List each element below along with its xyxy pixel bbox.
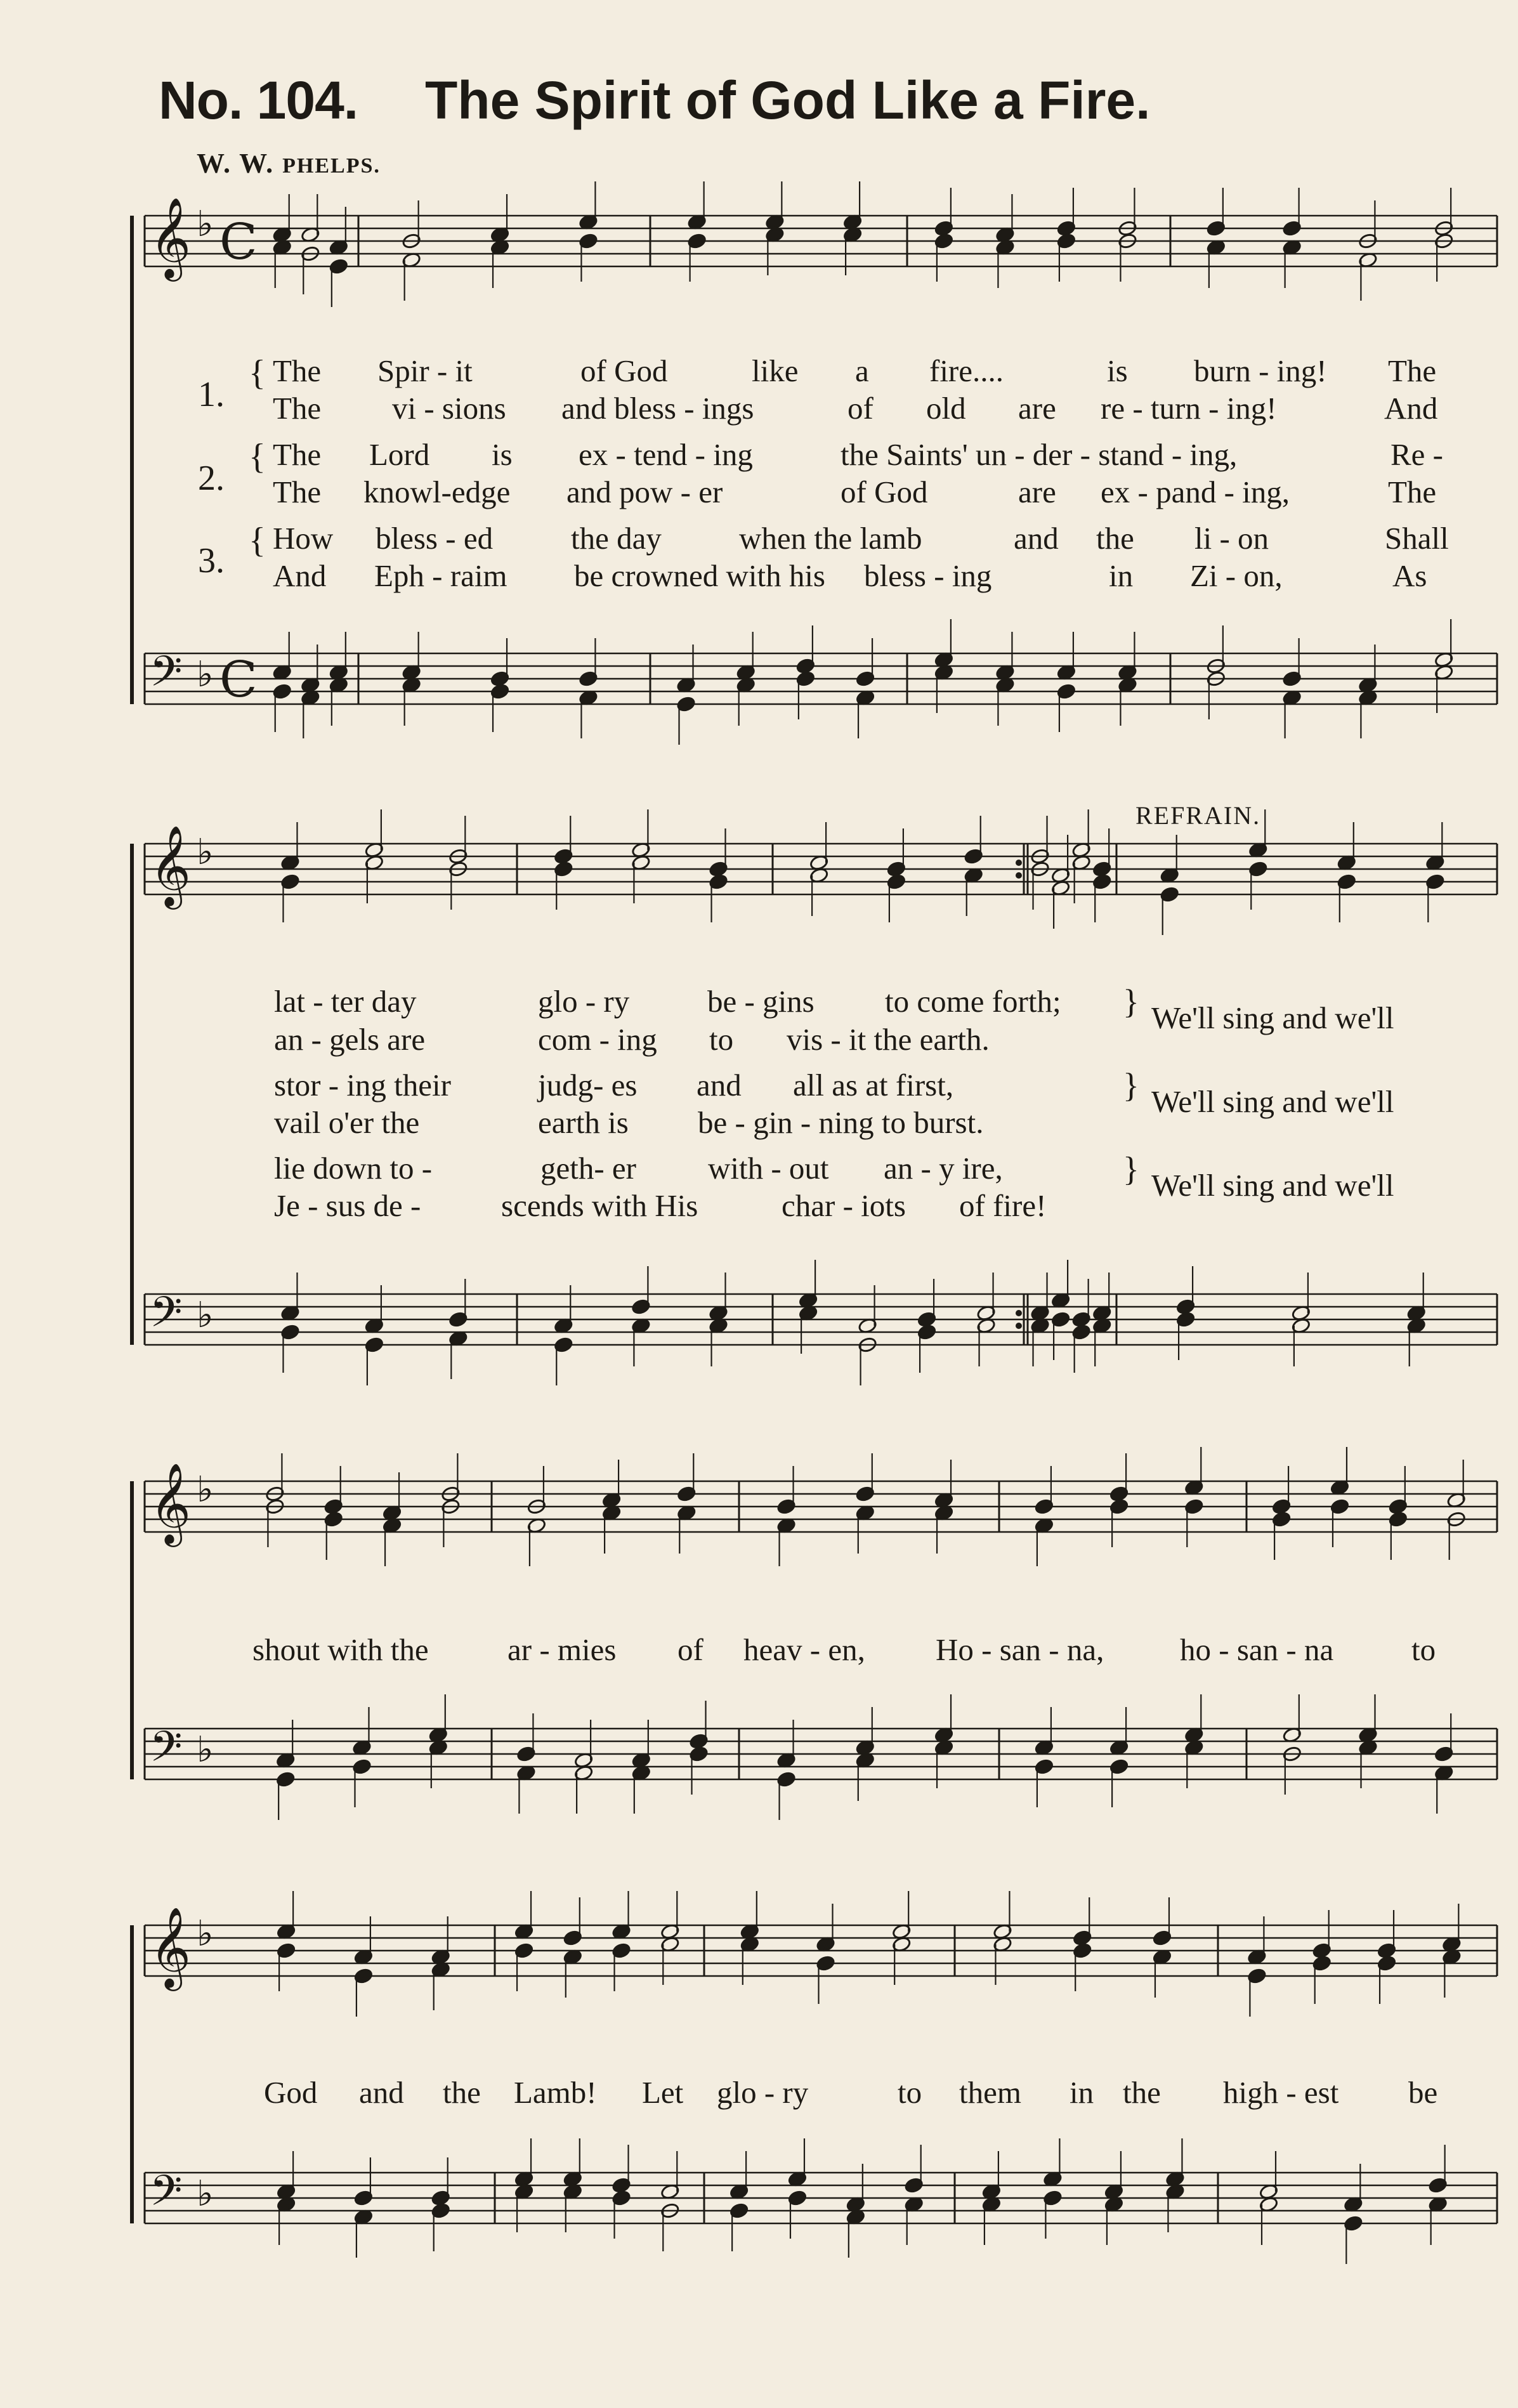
lyric: to come forth; [885, 984, 1061, 1019]
lyric: geth- er [540, 1151, 636, 1186]
lyric: glo - ry [538, 984, 630, 1019]
lyric: the [1096, 521, 1134, 556]
lyric: char - iots [782, 1188, 906, 1223]
refrain-brace: } [1123, 1150, 1139, 1188]
flat-sign-icon: ♭ [197, 1295, 214, 1336]
flat-sign-icon: ♭ [197, 1913, 214, 1954]
verse-brace: { [249, 437, 266, 476]
lyric: Lord [369, 437, 430, 472]
lyric: of God [580, 353, 668, 388]
treble-clef-icon: 𝄞 [150, 1462, 192, 1543]
lyric: As [1392, 558, 1427, 593]
hymn-title: The Spirit of God Like a Fire. [425, 70, 1151, 130]
lyric: of [677, 1632, 703, 1667]
treble-clef-icon: 𝄞 [150, 197, 192, 278]
flat-sign-icon: ♭ [197, 1729, 214, 1770]
lyric: li - on [1194, 521, 1269, 556]
lyric: of God [841, 474, 928, 509]
hymn-number: No. 104. [159, 70, 358, 130]
lyric: heav - en, [743, 1632, 865, 1667]
repeat-dot [1016, 872, 1022, 879]
repeat-dot [1016, 860, 1022, 866]
flat-sign-icon: ♭ [197, 2173, 214, 2215]
lyric: The [1388, 353, 1437, 388]
flat-sign-icon: ♭ [197, 654, 214, 695]
lyric: with - out [708, 1151, 829, 1186]
lyric: and pow - er [566, 474, 723, 509]
lyric: bless - ing [864, 558, 992, 593]
verse-brace: { [249, 521, 266, 560]
lyric: God [264, 2075, 318, 2110]
lyric: of fire! [959, 1188, 1047, 1223]
lyric: to [898, 2075, 922, 2110]
lyric: vis - it the earth. [787, 1022, 990, 1057]
lyric: bless - ed [376, 521, 494, 556]
lyric: and [359, 2075, 404, 2110]
lyric: the day [571, 521, 662, 556]
lyric: And [273, 558, 327, 593]
lyric: The [273, 353, 322, 388]
repeat-dot [1016, 1310, 1022, 1316]
lyric: The [273, 391, 322, 426]
lyric: earth is [538, 1105, 629, 1140]
treble-clef-icon: 𝄞 [150, 825, 192, 906]
flat-sign-icon: ♭ [197, 832, 214, 873]
lyric: Ho - san - na, [936, 1632, 1104, 1667]
lyric: The [273, 474, 322, 509]
lyric: be - gin - ning to burst. [698, 1105, 984, 1140]
lyric: lat - ter day [274, 984, 417, 1019]
lyric: fire.... [929, 353, 1004, 388]
lyric: The [1388, 474, 1437, 509]
verse-number-2: 2. [198, 459, 225, 498]
lyric: high - est [1223, 2075, 1339, 2110]
lyric: glo - ry [717, 2075, 809, 2110]
lyric: an - gels are [274, 1022, 426, 1057]
lyric: all as at first, [793, 1068, 954, 1103]
author-initials: W. W. [197, 148, 283, 179]
lyric: How [273, 521, 334, 556]
bass-clef-icon: 𝄢 [150, 1288, 183, 1347]
refrain-start: We'll sing and we'll [1151, 1084, 1394, 1119]
lyric: like [752, 353, 799, 388]
lyric: of [847, 391, 874, 426]
lyric: are [1018, 391, 1056, 426]
lyric: shout with the [252, 1632, 429, 1667]
lyric: Je - sus de - [274, 1188, 421, 1223]
lyric: The [273, 437, 322, 472]
lyric: are [1018, 474, 1056, 509]
lyric: lie down to - [274, 1151, 433, 1186]
lyric: when the lamb [739, 521, 922, 556]
lyric: knowl-edge [363, 474, 511, 509]
lyric: and [1014, 521, 1059, 556]
lyric: stor - ing their [274, 1068, 451, 1103]
bass-clef-icon: 𝄢 [150, 2166, 183, 2225]
lyric: And [1384, 391, 1438, 426]
bass-clef-icon: 𝄢 [150, 1722, 183, 1781]
common-time-icon: C [219, 214, 258, 271]
lyric: be - gins [707, 984, 815, 1019]
repeat-dot [1016, 1323, 1022, 1329]
lyric: vi - sions [392, 391, 506, 426]
lyric: judg- es [538, 1068, 638, 1103]
refrain-brace: } [1123, 1066, 1139, 1104]
lyric: be crowned with his [574, 558, 825, 593]
lyric: Zi - on, [1190, 558, 1283, 593]
verse-number-1: 1. [198, 375, 225, 414]
lyric: to [1411, 1632, 1436, 1667]
lyric: com - ing [538, 1022, 657, 1057]
treble-clef-icon: 𝄞 [150, 1906, 192, 1987]
lyric: the Saints' un - der - stand - ing, [841, 437, 1238, 472]
lyric: Spir - it [377, 353, 473, 388]
lyric: and [697, 1068, 742, 1103]
lyric: Shall [1385, 521, 1449, 556]
lyric: a [855, 353, 869, 388]
lyric: ex - pand - ing, [1101, 474, 1290, 509]
lyric: in [1109, 558, 1134, 593]
lyric: burn - ing! [1194, 353, 1327, 388]
lyric: in [1070, 2075, 1094, 2110]
lyric: ar - mies [507, 1632, 617, 1667]
lyric: old [926, 391, 966, 426]
lyric: them [959, 2075, 1021, 2110]
lyric: Lamb! [514, 2075, 597, 2110]
lyric: is [1107, 353, 1128, 388]
lyric: Re - [1390, 437, 1443, 472]
lyric: an - y ire, [884, 1151, 1003, 1186]
lyric: re - turn - ing! [1101, 391, 1277, 426]
lyric: ho - san - na [1180, 1632, 1334, 1667]
author-name: PHELPS. [282, 154, 381, 178]
lyric: is [492, 437, 513, 472]
verse-number-3: 3. [198, 541, 225, 580]
flat-sign-icon: ♭ [197, 204, 214, 245]
refrain-label-text: REFRAIN. [1135, 801, 1261, 830]
refrain-start: We'll sing and we'll [1151, 1168, 1394, 1203]
lyric: the [1123, 2075, 1161, 2110]
common-time-icon: C [219, 651, 258, 709]
lyric: ex - tend - ing [579, 437, 753, 472]
lyric: the [443, 2075, 481, 2110]
lyric: Let [642, 2075, 684, 2110]
verse-brace: { [249, 353, 266, 393]
refrain-brace: } [1123, 983, 1139, 1021]
refrain-start: We'll sing and we'll [1151, 1000, 1394, 1035]
flat-sign-icon: ♭ [197, 1469, 214, 1510]
lyric: Eph - raim [374, 558, 507, 593]
lyric: to [709, 1022, 734, 1057]
lyric: be [1408, 2075, 1438, 2110]
lyric: and bless - ings [561, 391, 754, 426]
bass-clef-icon: 𝄢 [150, 647, 183, 706]
lyric: vail o'er the [274, 1105, 420, 1140]
lyric: scends with His [501, 1188, 698, 1223]
